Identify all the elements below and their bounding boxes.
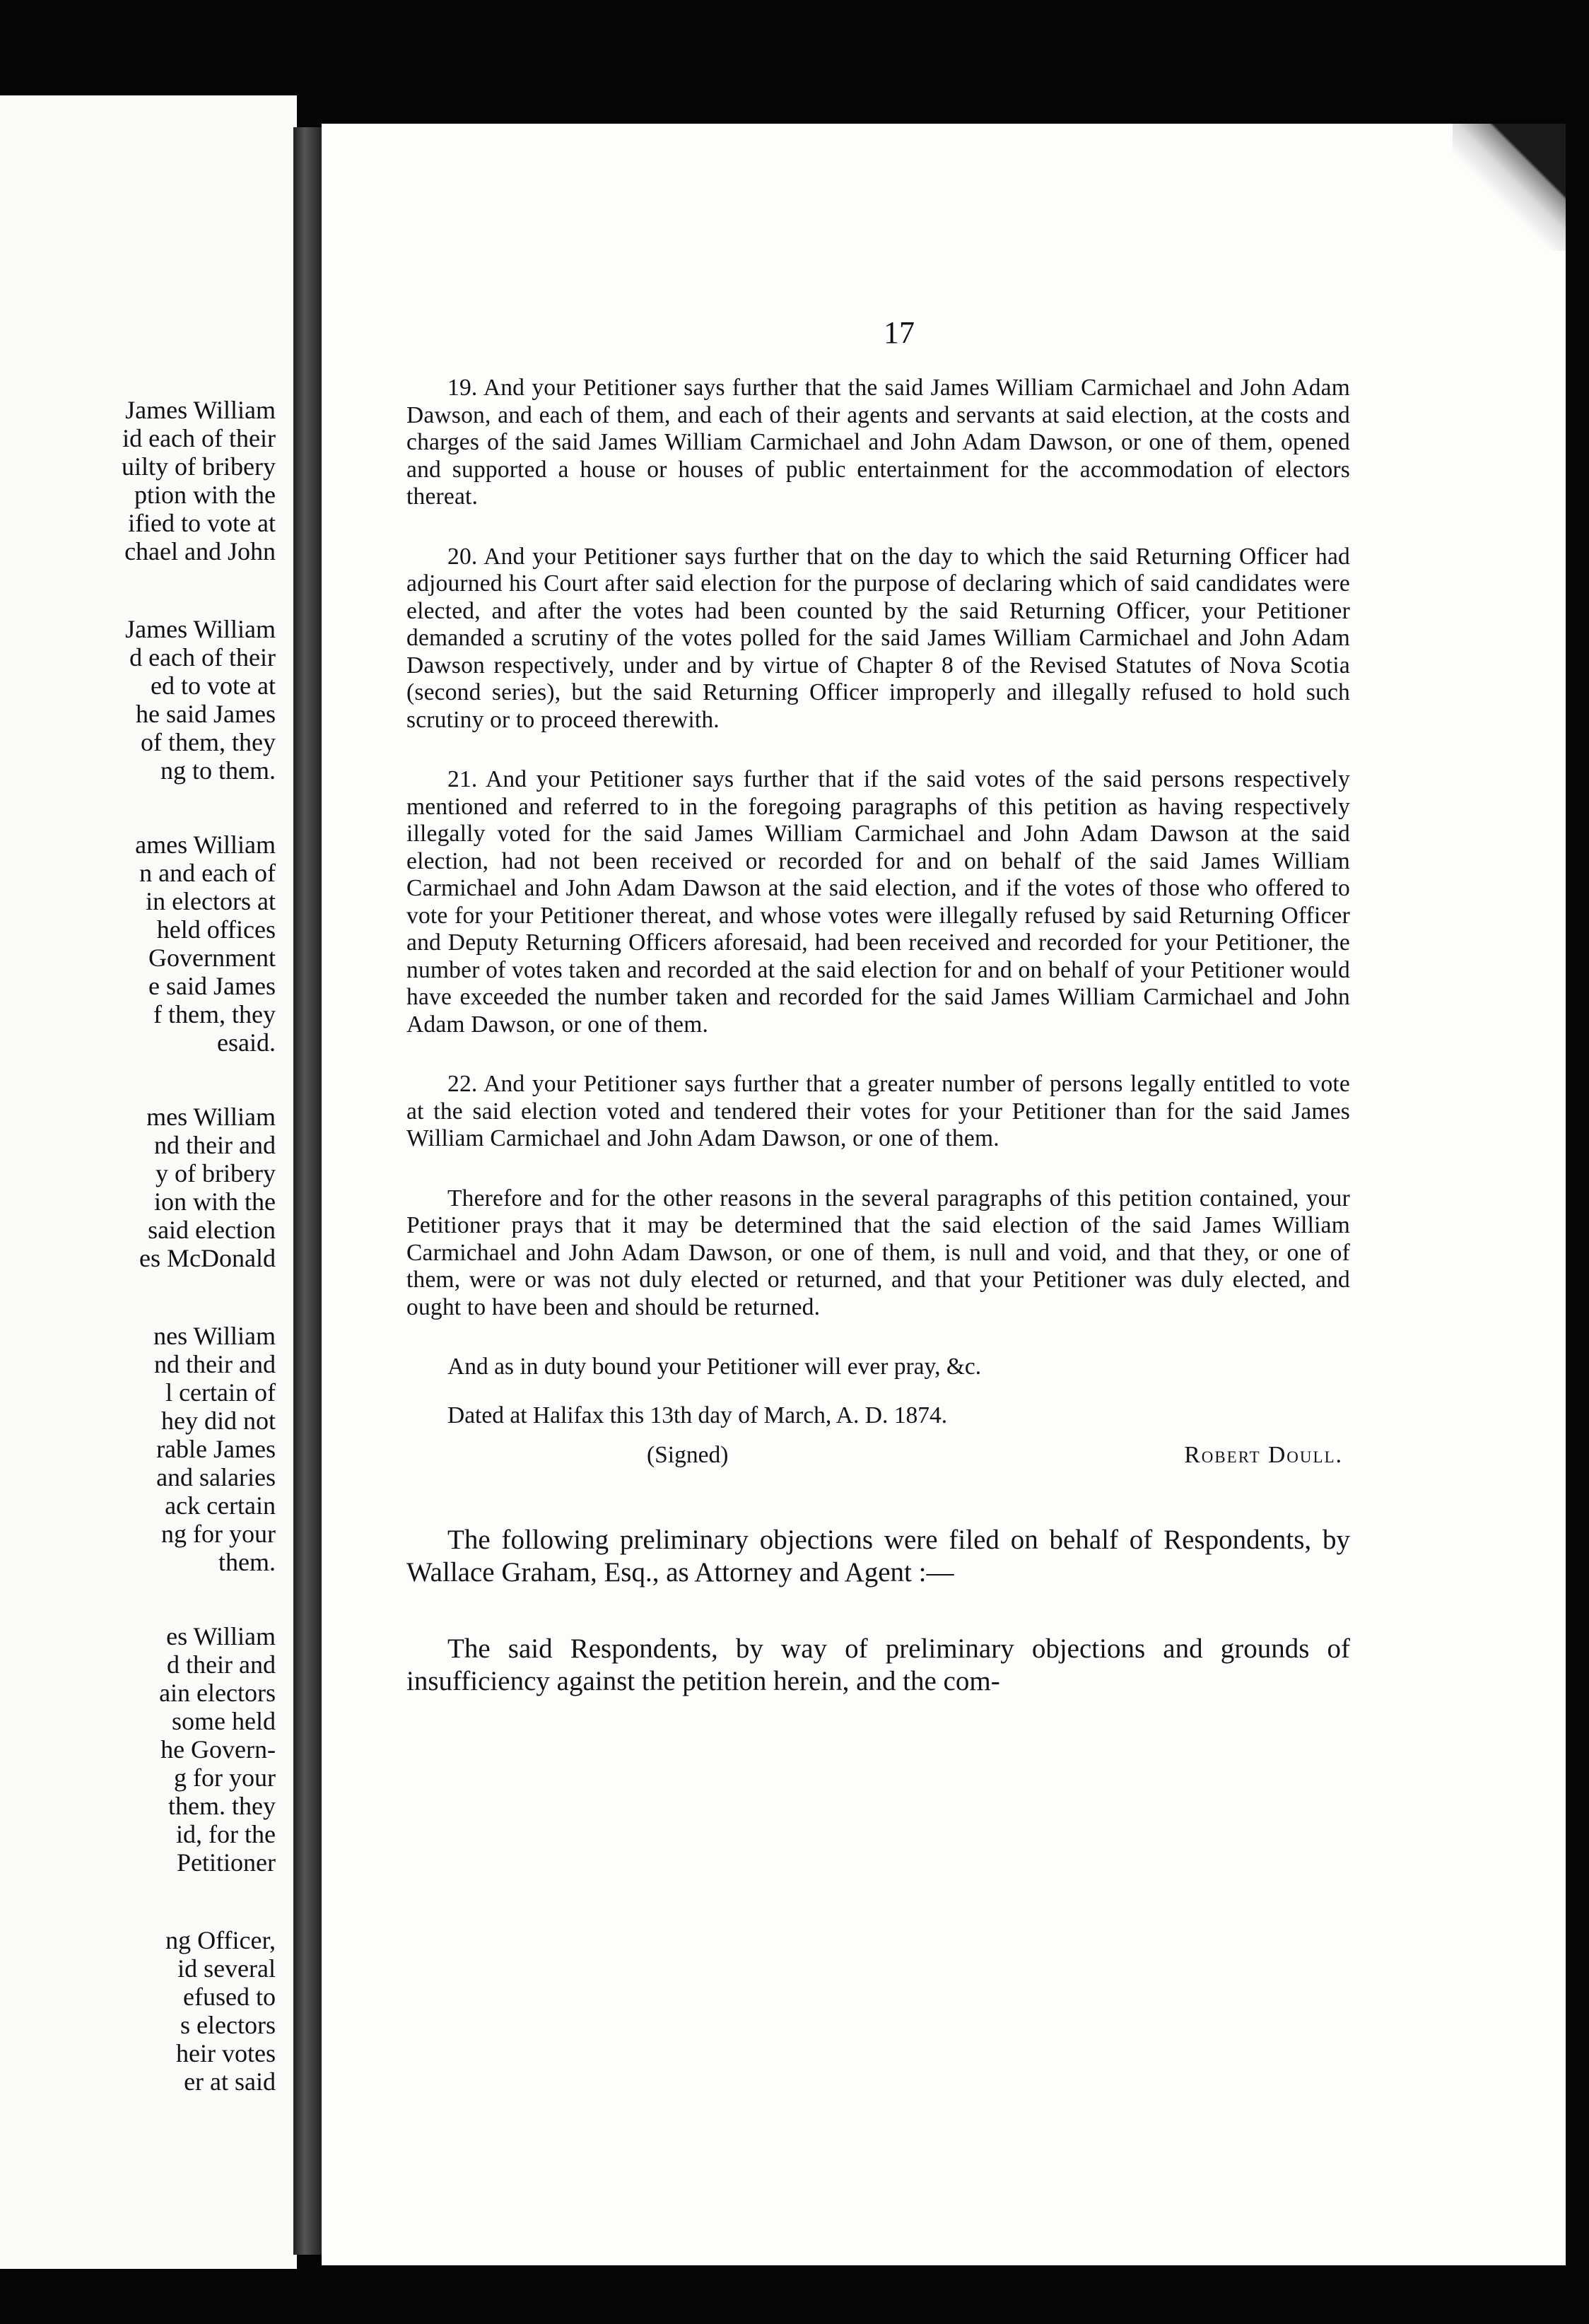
left-text-line: er at said (184, 2067, 276, 2096)
folded-page-corner (1453, 124, 1566, 251)
paragraph-21: 21. And your Petitioner says further that if the said votes of the said persons respectively mentioned and referred to in the foregoing paragraphs of this petition as having respectively illegally voted for the said James William Carmichael and John Adam Dawson at the said election, had not been received or recorded for and on behalf of the said James William Carmichael and John Adam Dawson at the said election, and if the votes of those who offered to vote for your Petitioner thereat, and whose votes were illegally refused by said Returning Officer and Deputy Returning Officers aforesaid, had been received and recorded for your Petitioner, the number of votes taken and recorded at the said election for and on behalf of your Petitioner would have exceeded the number taken and recorded for the said James William Carmichael and John Adam Dawson, or one of them. (406, 766, 1350, 1038)
left-text-line: id several (177, 1954, 276, 1983)
left-text-line: ames William (135, 831, 276, 859)
left-text-line: heir votes (176, 2039, 276, 2067)
left-text-line: e said James (148, 972, 276, 1000)
left-text-line: id, for the (176, 1820, 276, 1848)
left-text-line: es McDonald (139, 1244, 276, 1272)
left-text-line: s electors (180, 2011, 276, 2039)
left-text-line: f them, they (153, 1000, 276, 1028)
left-text-line: ng for your (161, 1520, 276, 1548)
left-text-line: l certain of (165, 1378, 276, 1407)
left-text-line: nes William (153, 1322, 276, 1350)
left-text-line: nd their and (154, 1350, 276, 1378)
dated-line: Dated at Halifax this 13th day of March, A. D. 1874. (447, 1402, 948, 1428)
book-gutter (293, 127, 325, 2255)
paragraph-19: 19. And your Petitioner says further that the said James William Carmichael and John Adam Dawson, and each of them, and each of their agents and servants at said election, at the costs and charges of the said James William Carmichael and John Adam Dawson, or one of them, opened and supported a house or houses of public entertainment for the accommodation of electors thereat. (406, 375, 1350, 510)
page-number: 17 (884, 315, 915, 350)
previous-page-strip (0, 95, 297, 2269)
page-body (406, 375, 1350, 1742)
closing-line: And as in duty bound your Petitioner will ever pray, &c. (447, 1354, 982, 1380)
left-text-line: James William (125, 615, 276, 643)
signer-name: Robert Doull. (1184, 1442, 1343, 1468)
signed-label: (Signed) (647, 1442, 729, 1468)
left-text-line: of them, they (141, 728, 276, 756)
left-text-line: id each of their (122, 424, 276, 452)
paragraph-22: 22. And your Petitioner says further that a greater number of persons legally entitled to vote at the said election voted and tendered their votes for your Petitioner than for the said James William Carmichael and John Adam Dawson, or one of them. (406, 1071, 1350, 1151)
signature-row (406, 1442, 1350, 1477)
left-text-line: n and each of (139, 859, 276, 887)
left-text-line: d each of their (129, 643, 276, 671)
left-text-line: in electors at (146, 887, 276, 915)
previous-page-text (0, 95, 297, 2269)
left-text-line: Petitioner (177, 1848, 276, 1877)
left-text-line: them. they (168, 1792, 276, 1820)
left-text-line: y of bribery (156, 1159, 276, 1187)
left-text-line: es William (166, 1622, 276, 1650)
left-text-line: ng to them. (160, 756, 276, 785)
left-text-line: them. (218, 1548, 276, 1576)
left-text-line: ack certain (165, 1491, 276, 1520)
left-text-line: nd their and (154, 1131, 276, 1159)
left-text-line: some held (172, 1707, 276, 1735)
left-text-line: uilty of bribery (122, 452, 276, 481)
left-text-line: held offices (156, 915, 276, 944)
left-text-line: hey did not (161, 1407, 276, 1435)
left-text-line: d their and (167, 1650, 276, 1679)
left-text-line: he Govern- (160, 1735, 276, 1763)
left-text-line: ption with the (134, 481, 276, 509)
left-text-line: g for your (174, 1763, 276, 1792)
paragraph-20: 20. And your Petitioner says further that on the day to which the said Returning Officer had adjourned his Court after said election for the purpose of declaring which of said candidates were elected, and after the votes had been counted by the said Returning Officer, your Petitioner demanded a scrutiny of the votes polled for the said James William Carmichael and John Adam Dawson respectively, under and by virtue of Chapter 8 of the Revised Statutes of Nova Scotia (second series), but the said Returning Officer improperly and illegally refused to hold such scrutiny or to proceed therewith. (406, 543, 1350, 733)
objections-start: The said Respondents, by way of preliminary objections and grounds of insufficiency against the petition herein, and the com- (406, 1633, 1350, 1696)
left-text-line: James William (125, 396, 276, 424)
prayer-paragraph: Therefore and for the other reasons in the several paragraphs of this petition contained, your Petitioner prays that it may be determined that the said election of the said James William Carmichael and John Adam Dawson, or one of them, is null and void, and that they, or one of them, were or was not duly elected or returned, and that your Petitioner was duly elected, and ought to have been and should be returned. (406, 1185, 1350, 1320)
left-text-line: rable James (156, 1435, 276, 1463)
left-text-line: ified to vote at (128, 509, 276, 537)
left-text-line: efused to (183, 1983, 276, 2011)
left-text-line: ng Officer, (165, 1926, 276, 1954)
left-text-line: chael and John (124, 537, 276, 565)
left-text-line: Government (148, 944, 276, 972)
left-text-line: he said James (136, 700, 276, 728)
left-text-line: mes William (146, 1103, 276, 1131)
left-text-line: esaid. (217, 1028, 276, 1057)
left-text-line: ain electors (159, 1679, 276, 1707)
objections-intro: The following preliminary objections were filed on behalf of Respondents, by Wallace Graham, Esq., as Attorney and Agent :— (406, 1525, 1350, 1588)
left-text-line: ion with the (154, 1187, 276, 1216)
left-text-line: and salaries (156, 1463, 276, 1491)
left-text-line: said election (148, 1216, 276, 1244)
left-text-line: ed to vote at (151, 671, 276, 700)
